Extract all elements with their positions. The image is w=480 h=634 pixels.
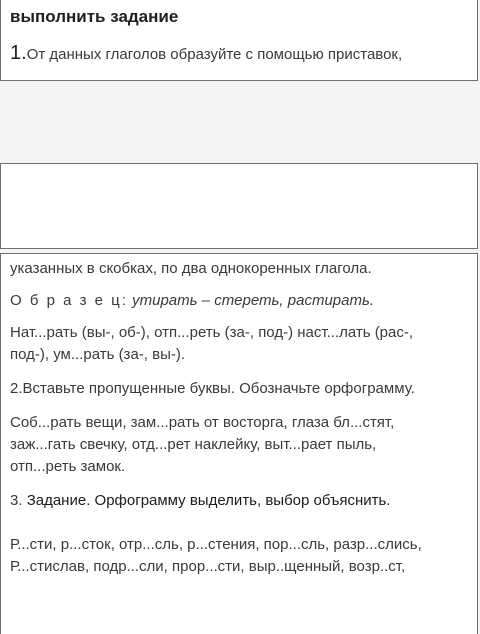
blank-panel xyxy=(0,163,478,249)
example-line xyxy=(10,290,467,312)
task3-line2: Р...стислав, подр...сли, прор...сти, выр..щенный, возр..ст, xyxy=(10,558,406,575)
example-label: О б р а з е ц: xyxy=(10,292,128,309)
task2-heading: 2.Вставьте пропущенные буквы. Обозначьте орфограмму. xyxy=(10,380,415,397)
task1-words-line2: под-), ум...рать (за-, вы-). xyxy=(10,346,186,363)
task3-number: 3. xyxy=(10,492,23,509)
task3-heading xyxy=(10,490,467,512)
task1-words-line1: Нат...рать (вы-, об-), отп...реть (за-, под-) наст...лать (рас-, xyxy=(10,324,414,341)
task2-line2: заж...гать свечку, отд...рет наклейку, выт...рает пыль, xyxy=(10,436,377,453)
task1-text: От данных глаголов образуйте с помощью приставок, xyxy=(26,46,403,63)
main-panel xyxy=(0,253,478,634)
task3-line1: Р...сти, р...сток, отр...сль, р...стения, пор...сль, разр...слись, xyxy=(10,536,422,553)
task1-continuation: указанных в скобках, по два однокоренных глагола. xyxy=(10,260,372,277)
task1-first-line xyxy=(10,42,402,65)
page-title: выполнить задание xyxy=(10,7,179,26)
task3-text: Задание. Орфограмму выделить, выбор объяснить. xyxy=(26,492,391,509)
task1-number: 1. xyxy=(10,42,27,64)
top-panel xyxy=(0,0,478,81)
task2-line3: отп...реть замок. xyxy=(10,458,126,475)
task2-line1: Соб...рать вещи, зам...рать от восторга, глаза бл...стят, xyxy=(10,414,395,431)
example-text: утирать – стереть, растирать. xyxy=(132,292,375,309)
task-content xyxy=(10,258,467,578)
